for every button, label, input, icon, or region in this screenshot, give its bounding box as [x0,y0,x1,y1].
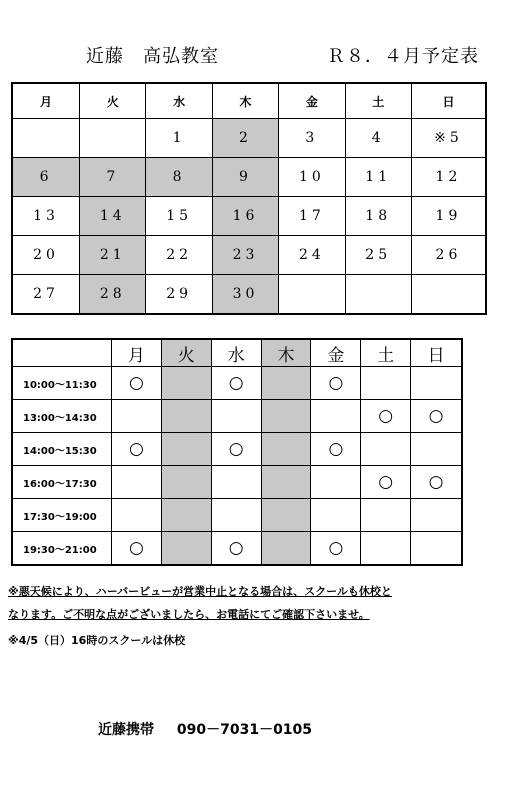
available-mark: ○ [328,538,344,558]
calendar-date-cell: 15 [146,197,212,236]
calendar-day-header: 土 [345,83,411,119]
schedule-slot-cell [361,466,411,499]
available-mark: ○ [328,439,344,459]
calendar-date-cell [80,119,146,158]
calendar-date-cell: 18 [345,197,411,236]
calendar-day-header: 火 [80,83,146,119]
schedule-slot-cell [411,466,462,499]
schedule-row [12,532,462,566]
schedule-row [12,433,462,466]
calendar-date-cell [12,119,80,158]
calendar-date-cell: 14 [80,197,146,236]
calendar-day-header: 金 [279,83,345,119]
calendar-date-cell [279,275,345,315]
calendar-date-cell: 10 [279,158,345,197]
schedule-header-row [12,339,462,367]
schedule-row [12,466,462,499]
schedule-day-header: 水 [211,339,261,367]
calendar-day-header: 日 [411,83,486,119]
page-title: 近藤 高弘教室 [86,46,219,67]
calendar-date-cell [411,275,486,315]
schedule-slot-cell [361,433,411,466]
schedule-slot-cell [311,367,361,400]
calendar-date-cell: 20 [12,236,80,275]
calendar-header-row [12,83,486,119]
calendar-week-row [12,236,486,275]
schedule-slot-cell [261,466,311,499]
schedule-time-cell: 14:00〜15:30 [12,433,112,466]
available-mark: ○ [129,373,144,393]
schedule-slot-cell [361,499,411,532]
schedule-time-cell: 16:00〜17:30 [12,466,112,499]
schedule-slot-cell [211,400,261,433]
calendar-date-cell: 4 [345,119,411,158]
notice-line-2: なります。ご不明な点がございましたら、お電話にてご確認下さいませ。 [8,608,370,621]
schedule-slot-cell [112,367,162,400]
calendar-date-cell: 8 [146,158,212,197]
available-mark: ○ [378,406,394,426]
schedule-slot-cell [361,532,411,566]
calendar-date-cell: 29 [146,275,212,315]
schedule-slot-cell [311,466,361,499]
schedule-slot-cell [211,433,261,466]
schedule-slot-cell [211,367,261,400]
calendar-day-header: 木 [212,83,278,119]
schedule-slot-cell [161,433,211,466]
schedule-slot-cell [261,499,311,532]
calendar-week-row [12,119,486,158]
calendar-date-cell: 2 [212,119,278,158]
contact-number: 090－7031－0105 [176,722,313,738]
calendar-date-cell: 12 [411,158,486,197]
calendar-date-cell: 16 [212,197,278,236]
calendar-date-cell: 25 [345,236,411,275]
schedule-slot-cell [411,433,462,466]
calendar-day-header: 水 [146,83,212,119]
schedule-slot-cell [211,499,261,532]
calendar-date-cell: 19 [411,197,486,236]
calendar-date-cell [345,275,411,315]
available-mark: ○ [129,538,144,558]
schedule-time-cell: 10:00〜11:30 [12,367,112,400]
calendar-table [11,82,487,315]
schedule-slot-cell [311,433,361,466]
calendar-day-header: 月 [12,83,80,119]
schedule-slot-cell [411,532,462,566]
calendar-body [12,119,486,315]
contact-info [98,719,330,739]
schedule-slot-cell [161,499,211,532]
page-subtitle: Ｒ８．４月予定表 [327,46,479,67]
schedule-slot-cell [261,532,311,566]
schedule-table [11,338,463,566]
available-mark: ○ [228,538,244,558]
schedule-slot-cell [161,400,211,433]
calendar-date-cell: 23 [212,236,278,275]
calendar-date-cell: 1 [146,119,212,158]
calendar-date-cell: 30 [212,275,278,315]
schedule-slot-cell [261,400,311,433]
schedule-body [12,367,462,566]
schedule-slot-cell [411,367,462,400]
available-mark: ○ [428,406,444,426]
schedule-slot-cell [112,532,162,566]
schedule-slot-cell [261,433,311,466]
schedule-row [12,499,462,532]
schedule-slot-cell [261,367,311,400]
schedule-slot-cell [112,499,162,532]
calendar-date-cell: 9 [212,158,278,197]
schedule-slot-cell [112,466,162,499]
calendar-date-cell: ※5 [411,119,486,158]
calendar-date-cell: 26 [411,236,486,275]
calendar-date-cell: 11 [345,158,411,197]
available-mark: ○ [328,373,344,393]
available-mark: ○ [228,373,244,393]
schedule-time-cell: 13:00〜14:30 [12,400,112,433]
calendar-week-row [12,158,486,197]
schedule-time-cell: 17:30〜19:00 [12,499,112,532]
schedule-slot-cell [361,400,411,433]
calendar-date-cell: 27 [12,275,80,315]
notice-line-3: ※4/5（日）16時のスクールは休校 [8,634,186,647]
schedule-day-header: 金 [311,339,361,367]
schedule-day-header: 月 [112,339,162,367]
available-mark: ○ [228,439,244,459]
available-mark: ○ [129,439,144,459]
calendar-date-cell: 13 [12,197,80,236]
contact-label: 近藤携帯 [98,722,154,738]
schedule-day-header: 火 [161,339,211,367]
notice-line-1: ※悪天候により、ハーバービューが営業中止となる場合は、スクールも休校と [8,585,392,598]
schedule-slot-cell [411,400,462,433]
schedule-day-header: 木 [261,339,311,367]
schedule-slot-cell [311,400,361,433]
schedule-slot-cell [211,532,261,566]
schedule-slot-cell [112,400,162,433]
calendar-date-cell: 3 [279,119,345,158]
schedule-row [12,400,462,433]
calendar-date-cell: 21 [80,236,146,275]
schedule-slot-cell [311,532,361,566]
schedule-day-header: 日 [411,339,462,367]
available-mark: ○ [428,472,444,492]
available-mark: ○ [378,472,394,492]
schedule-slot-cell [411,499,462,532]
calendar-date-cell: 28 [80,275,146,315]
schedule-slot-cell [211,466,261,499]
schedule-slot-cell [161,532,211,566]
schedule-slot-cell [311,499,361,532]
calendar-date-cell: 6 [12,158,80,197]
schedule-slot-cell [161,466,211,499]
schedule-day-header: 土 [361,339,411,367]
calendar-week-row [12,197,486,236]
schedule-corner-cell [12,339,112,367]
schedule-slot-cell [112,433,162,466]
schedule-slot-cell [361,367,411,400]
calendar-date-cell: 22 [146,236,212,275]
calendar-week-row [12,275,486,315]
calendar-date-cell: 24 [279,236,345,275]
schedule-slot-cell [161,367,211,400]
calendar-date-cell: 17 [279,197,345,236]
calendar-date-cell: 7 [80,158,146,197]
schedule-row [12,367,462,400]
schedule-time-cell: 19:30〜21:00 [12,532,112,566]
